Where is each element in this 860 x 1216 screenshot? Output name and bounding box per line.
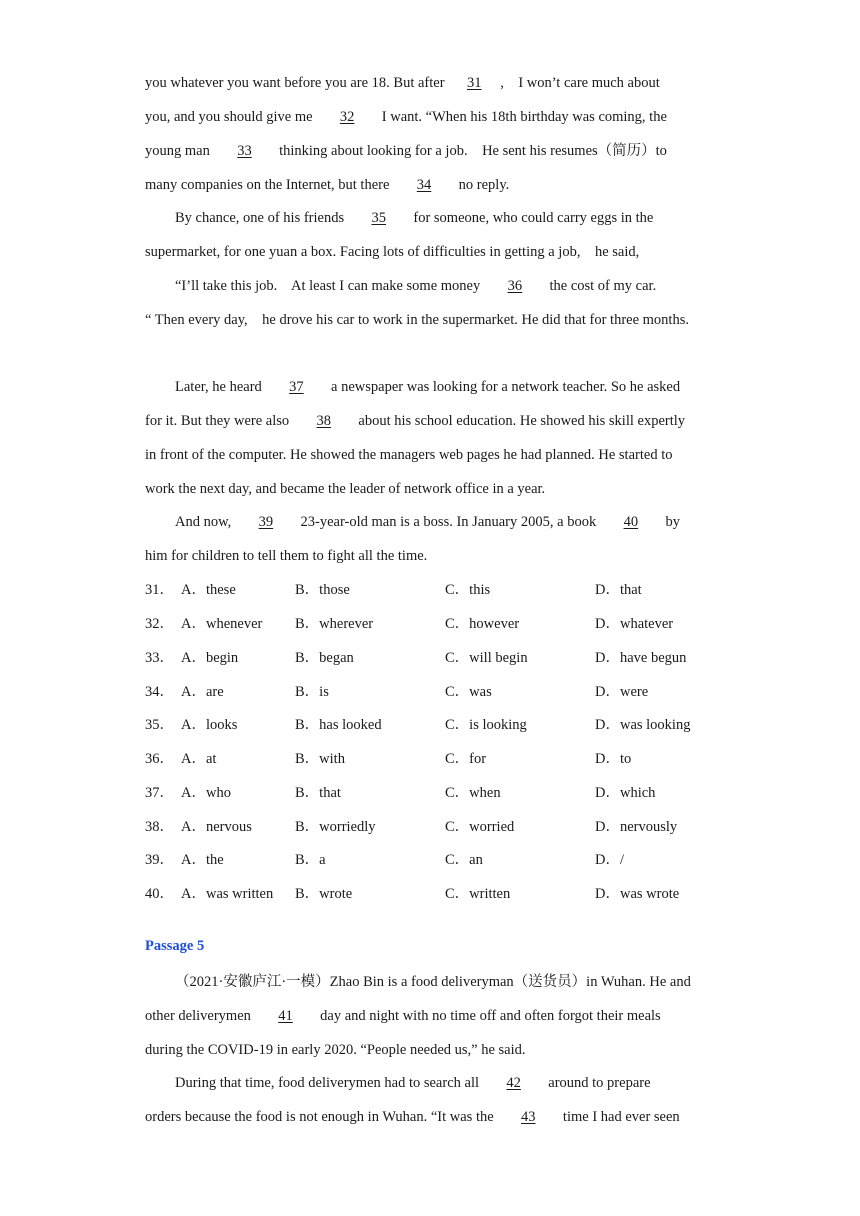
question-number: 39． <box>145 852 174 868</box>
option-c: C．an <box>445 852 483 868</box>
text-run: （2021·安徽庐江·一模）Zhao Bin is a food deliveryman（送货员）in Wuhan. He and <box>175 974 691 990</box>
blank-31: 31 <box>466 75 482 91</box>
option-c: C．worried <box>445 819 515 835</box>
text-run: “I’ll take this job. At least I can make some money <box>175 278 484 294</box>
question-number: 36． <box>145 751 174 767</box>
text-line <box>175 377 680 397</box>
text-run: 23-year-old man is a boss. In January 2005, a book <box>296 514 600 530</box>
text-run: no reply. <box>455 177 510 193</box>
text-run: a newspaper was looking for a network teacher. So he asked <box>327 379 681 395</box>
option-b: B．a <box>295 852 326 868</box>
blank-32: 32 <box>339 109 355 125</box>
option-d: D．were <box>595 684 649 700</box>
option-a: A．begin <box>181 650 239 666</box>
blank-36: 36 <box>507 278 523 294</box>
option-b: B．has looked <box>295 717 382 733</box>
question-number: 40． <box>145 886 174 902</box>
option-c: C．is looking <box>445 717 527 733</box>
question-number: 37． <box>145 785 174 801</box>
text-line <box>175 512 680 532</box>
text-run: , I won’t care much about <box>500 75 660 91</box>
question-row <box>145 715 745 735</box>
option-a: A．at <box>181 751 217 767</box>
option-d: D．was looking <box>595 717 691 733</box>
text-run: by <box>661 514 680 530</box>
text-run: you, and you should give me <box>145 109 317 125</box>
option-d: D．/ <box>595 852 624 868</box>
text-line <box>145 73 660 93</box>
question-number: 33． <box>145 650 174 666</box>
option-c: C．however <box>445 616 520 632</box>
text-line <box>145 1006 661 1026</box>
blank-41: 41 <box>278 1008 293 1024</box>
blank-43: 43 <box>521 1109 536 1125</box>
text-line <box>145 175 509 195</box>
text-run: in front of the computer. He showed the managers web pages he had planned. He started to <box>145 447 673 463</box>
text-line <box>145 310 689 330</box>
text-run: during the COVID-19 in early 2020. “People needed us,” he said. <box>145 1042 526 1058</box>
question-row <box>145 614 745 634</box>
option-d: D．whatever <box>595 616 674 632</box>
text-line <box>145 479 545 499</box>
option-a: A．was written <box>181 886 274 902</box>
text-run: him for children to tell them to fight all the time. <box>145 548 428 564</box>
text-run: many companies on the Internet, but there <box>145 177 394 193</box>
question-row <box>145 580 745 600</box>
passage-5-title: Passage 5 <box>145 938 205 954</box>
text-line <box>145 107 667 127</box>
question-number: 38． <box>145 819 174 835</box>
option-c: C．was <box>445 684 492 700</box>
question-row <box>145 682 745 702</box>
blank-42: 42 <box>506 1075 521 1091</box>
text-line <box>145 411 685 431</box>
question-row <box>145 783 745 803</box>
option-b: B．that <box>295 785 341 801</box>
option-b: B．those <box>295 582 350 598</box>
option-d: D．to <box>595 751 632 767</box>
text-line <box>175 276 656 296</box>
text-line <box>175 208 653 228</box>
option-d: D．nervously <box>595 819 678 835</box>
text-run: day and night with no time off and often forgot their meals <box>316 1008 661 1024</box>
blank-33: 33 <box>237 143 252 159</box>
question-number: 35． <box>145 717 174 733</box>
option-b: B．worriedly <box>295 819 376 835</box>
question-row <box>145 749 745 769</box>
blank-35: 35 <box>371 210 386 226</box>
question-row <box>145 850 745 870</box>
option-a: A．who <box>181 785 231 801</box>
option-d: D．which <box>595 785 656 801</box>
option-b: B．wherever <box>295 616 374 632</box>
text-line <box>145 546 427 566</box>
text-line <box>145 445 672 465</box>
blank-34: 34 <box>416 177 432 193</box>
option-b: B．began <box>295 650 354 666</box>
text-line <box>175 1073 651 1093</box>
text-run: about his school education. He showed his skill expertly <box>354 413 686 429</box>
blank-38: 38 <box>316 413 332 429</box>
option-d: D．that <box>595 582 642 598</box>
blank-37: 37 <box>289 379 304 395</box>
text-run: “ Then every day, he drove his car to work in the supermarket. He did that for three months. <box>145 312 689 328</box>
text-run: other deliverymen <box>145 1008 255 1024</box>
text-run: supermarket, for one yuan a box. Facing lots of difficulties in getting a job, he said, <box>145 244 640 260</box>
option-d: D．was wrote <box>595 886 680 902</box>
text-run: young man <box>145 143 214 159</box>
text-run: During that time, food deliverymen had to search all <box>175 1075 483 1091</box>
text-run: orders because the food is not enough in Wuhan. “It was the <box>145 1109 498 1125</box>
text-run: By chance, one of his friends <box>175 210 348 226</box>
option-a: A．looks <box>181 717 238 733</box>
option-c: C．when <box>445 785 501 801</box>
option-b: B．wrote <box>295 886 353 902</box>
blank-39: 39 <box>258 514 274 530</box>
option-a: A．whenever <box>181 616 263 632</box>
text-run: you whatever you want before you are 18. But after <box>145 75 449 91</box>
question-number: 31． <box>145 582 174 598</box>
option-a: A．nervous <box>181 819 252 835</box>
option-b: B．with <box>295 751 345 767</box>
option-d: D．have begun <box>595 650 687 666</box>
text-line <box>145 141 667 161</box>
text-run: for it. But they were also <box>145 413 293 429</box>
text-run: the cost of my car. <box>545 278 657 294</box>
option-c: C．for <box>445 751 487 767</box>
option-b: B．is <box>295 684 329 700</box>
text-line <box>145 1107 680 1127</box>
text-run: for someone, who could carry eggs in the <box>409 210 654 226</box>
question-number: 32． <box>145 616 174 632</box>
question-row <box>145 817 745 837</box>
option-c: C．this <box>445 582 491 598</box>
text-run: thinking about looking for a job. He sent his resumes（简历）to <box>275 143 667 159</box>
option-c: C．written <box>445 886 511 902</box>
option-a: A．the <box>181 852 224 868</box>
text-line <box>145 242 639 262</box>
text-run: work the next day, and became the leader of network office in a year. <box>145 481 546 497</box>
text-line <box>175 972 691 992</box>
question-number: 34． <box>145 684 174 700</box>
option-c: C．will begin <box>445 650 528 666</box>
question-row <box>145 648 745 668</box>
text-run: around to prepare <box>544 1075 651 1091</box>
text-run: I want. “When his 18th birthday was coming, the <box>378 109 667 125</box>
option-a: A．are <box>181 684 224 700</box>
blank-40: 40 <box>623 514 639 530</box>
option-a: A．these <box>181 582 236 598</box>
text-run: time I had ever seen <box>559 1109 680 1125</box>
text-run: Later, he heard <box>175 379 266 395</box>
question-row <box>145 884 745 904</box>
text-run: And now, <box>175 514 235 530</box>
text-line <box>145 1040 526 1060</box>
